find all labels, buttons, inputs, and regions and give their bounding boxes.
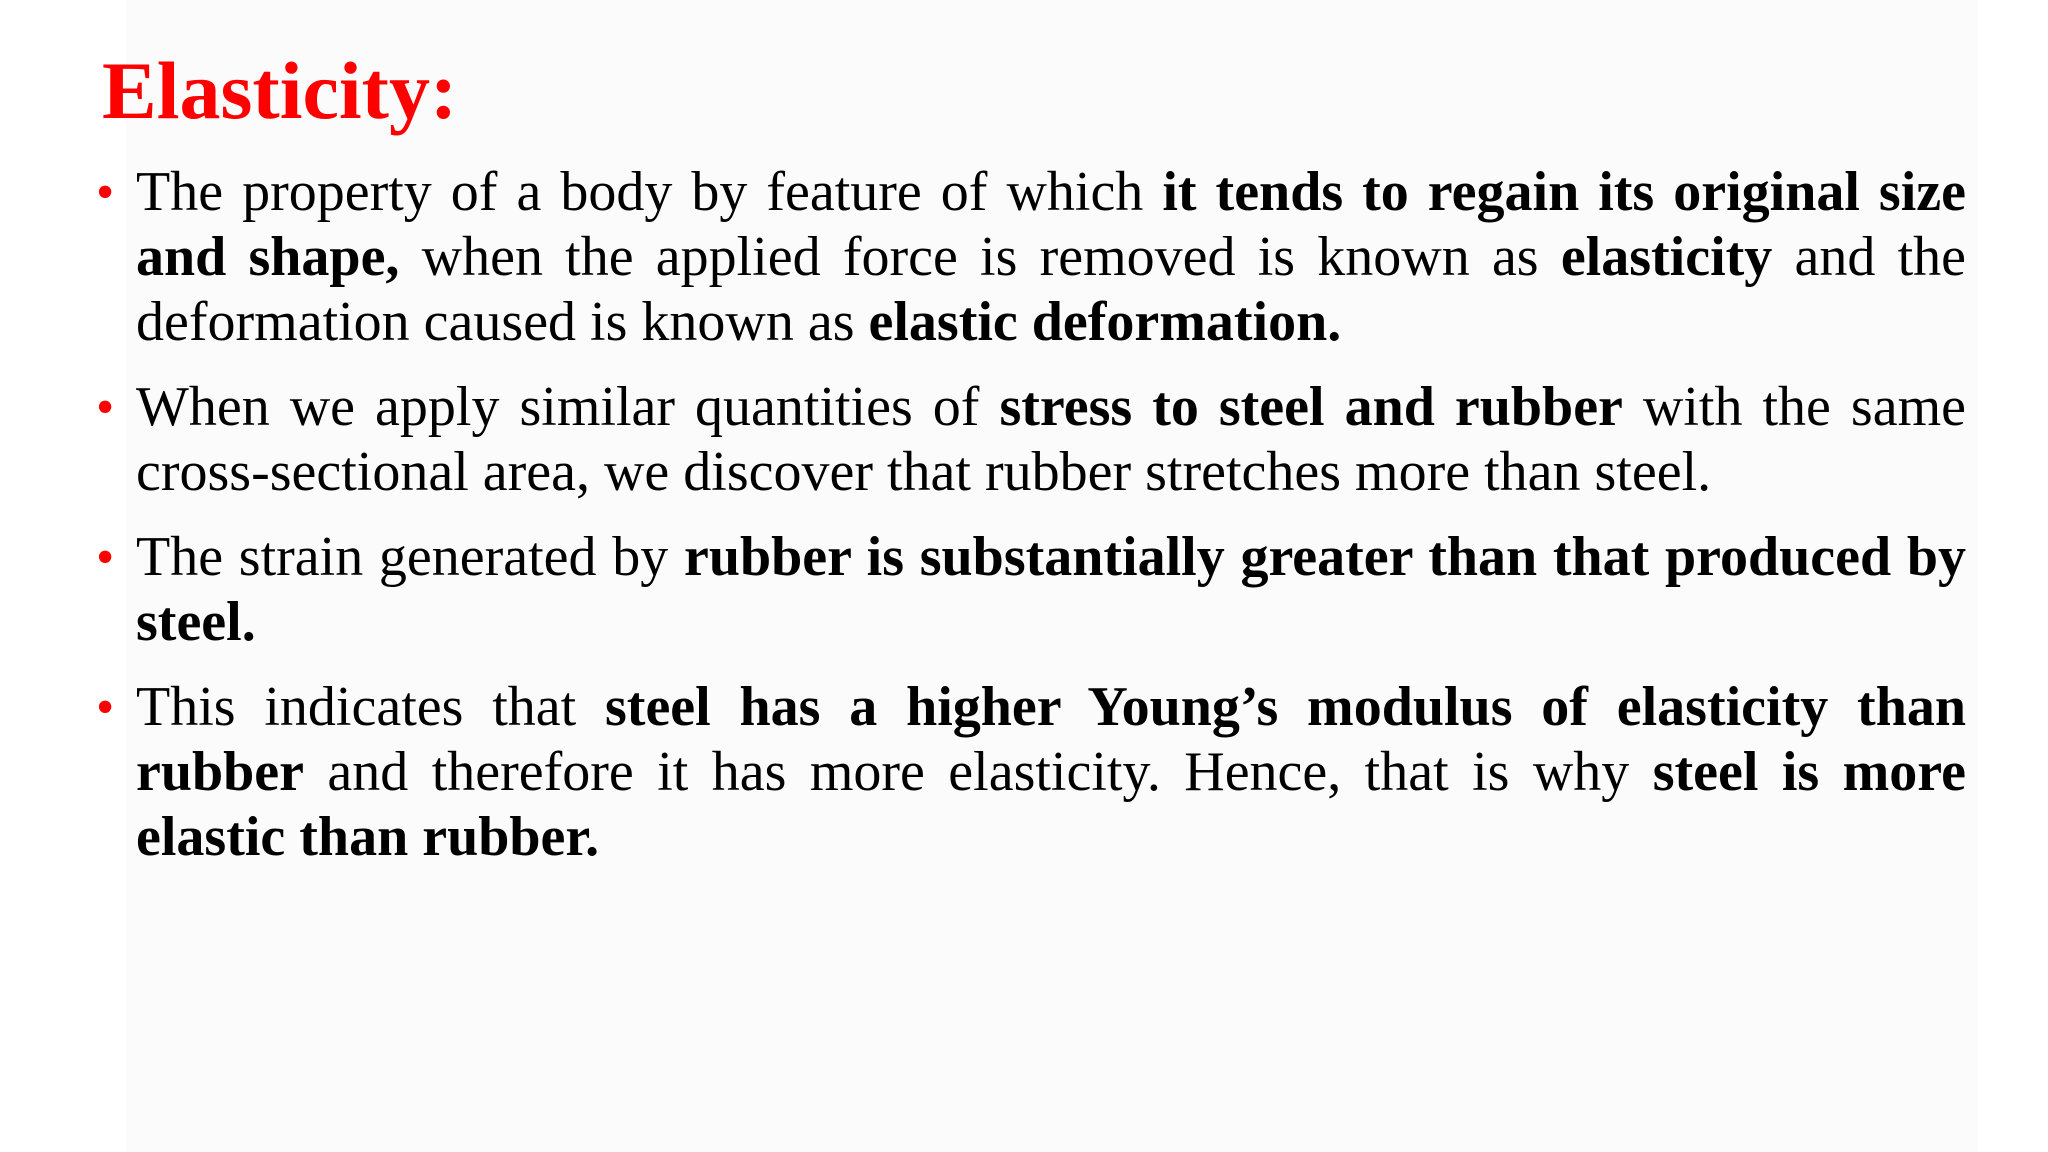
bullet-text-segment: and the deformation caused is known as — [136, 226, 1966, 353]
bullet-item — [96, 375, 1966, 505]
bullet-text-segment: and therefore it has more elasticity. Hence, that is why — [304, 741, 1653, 803]
bullet-text — [136, 161, 1966, 353]
bullet-text — [136, 526, 1966, 653]
bullet-list — [96, 160, 1966, 890]
bullet-marker-icon: • — [96, 164, 115, 221]
slide-title: Elasticity: — [102, 45, 458, 136]
bullet-item — [96, 525, 1966, 655]
bullet-text-bold-segment: steel is more elastic than rubber. — [136, 741, 1966, 868]
bullet-text — [136, 676, 1966, 868]
bullet-marker-icon: • — [96, 379, 115, 436]
bullet-marker-icon: • — [96, 529, 115, 586]
bullet-text-segment: When we apply similar quantities of — [136, 376, 1000, 438]
bullet-text-bold-segment: elasticity — [1560, 226, 1773, 288]
bullet-text-segment: with the same cross-sectional area, we discover that rubber stretches more than steel. — [136, 376, 1966, 503]
bullet-text-segment: This indicates that — [136, 676, 605, 738]
bullet-text-segment: The property of a body by feature of which — [136, 161, 1163, 223]
bullet-text-segment: when the applied force is removed is known as — [399, 226, 1561, 288]
bullet-text-bold-segment: stress to steel and rubber — [999, 376, 1623, 438]
bullet-item — [96, 160, 1966, 355]
bullet-text-bold-segment: steel has a higher Young’s modulus of elasticity than rubber — [136, 676, 1966, 803]
bullet-text-bold-segment: rubber is substantially greater than that produced by steel. — [136, 526, 1966, 653]
bullet-item — [96, 675, 1966, 870]
bullet-text-segment: The strain generated by — [136, 526, 684, 588]
bullet-text-bold-segment: elastic deformation. — [868, 291, 1342, 353]
bullet-text-bold-segment: it tends to regain its original size and shape, — [136, 161, 1966, 288]
bullet-marker-icon: • — [96, 679, 115, 736]
bullet-text — [136, 376, 1966, 503]
